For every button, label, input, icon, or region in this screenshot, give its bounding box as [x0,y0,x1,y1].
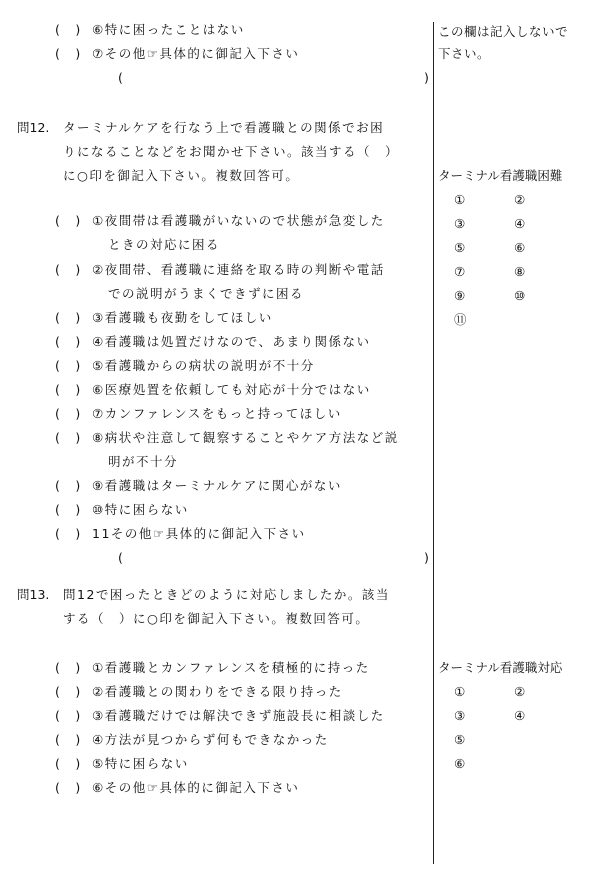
q12-item-6-text: ⑥医療処置を依頼しても対応が十分ではない [92,382,371,397]
q12-code-5: ⑤ [454,240,466,255]
q12-item-3-bracket: ( ) [55,310,82,325]
q12-code-9: ⑨ [454,288,466,303]
top-item-7-text: ⑦その他☞具体的に御記入下さい [92,46,300,61]
q12-item-3-text: ③看護職も夜勤をしてほしい [92,310,273,325]
q13-item-1-bracket: ( ) [55,660,82,675]
q12-item-8-text: ⑧病状や注意して観察することやケア方法など説 [92,430,399,445]
q12-item-7-bracket: ( ) [55,406,82,421]
q13-code-1: ① [454,684,466,699]
q12-item-8-cont: 明が不十分 [108,454,179,469]
q13-item-3-text: ③看護職だけでは解決できず施設長に相談した [92,708,385,723]
q12-code-1: ① [454,192,466,207]
q12-item-10-text: ⑩特に困らない [92,502,189,517]
note-line-2: 下さい。 [438,46,491,61]
column-divider [433,22,434,864]
top-paren-open: ( [118,70,125,85]
q13-item-1-text: ①看護職とカンファレンスを積極的に持った [92,660,370,675]
q12-line-2: りになることなどをお聞かせ下さい。該当する（ ） [63,144,400,159]
q12-paren-close: ) [424,550,431,565]
q13-code-4: ④ [514,708,526,723]
q13-code-header: ターミナル看護職対応 [438,660,563,675]
q12-item-4-bracket: ( ) [55,334,82,349]
top-paren-close: ) [424,70,431,85]
q13-line-1: 問12で困ったときどのように対応しましたか。該当 [63,587,390,602]
q13-item-6-bracket: ( ) [55,780,82,795]
q12-line-3: に○印を御記入下さい。複数回答可。 [63,168,300,183]
q12-item-10-bracket: ( ) [55,502,82,517]
top-item-6-bracket: ( ) [55,22,82,37]
top-item-6-text: ⑥特に困ったことはない [92,22,245,37]
q12-number: 問12. [17,120,50,135]
q12-code-3: ③ [454,216,466,231]
q12-item-11-bracket: ( ) [55,526,82,541]
q12-item-2-cont: での説明がうまくできずに困る [108,286,305,301]
q12-line-1: ターミナルケアを行なう上で看護職との関係でお困 [63,120,385,135]
top-item-7-bracket: ( ) [55,46,82,61]
q12-item-9-bracket: ( ) [55,478,82,493]
q12-paren-open: ( [118,550,125,565]
q12-code-11: ⑪ [454,312,467,327]
q12-code-8: ⑧ [514,264,526,279]
q12-item-5-bracket: ( ) [55,358,82,373]
q12-code-7: ⑦ [454,264,466,279]
q13-item-2-bracket: ( ) [55,684,82,699]
q12-item-1-text: ①夜間帯は看護職がいないので状態が急変した [92,213,385,228]
q13-item-4-bracket: ( ) [55,732,82,747]
q12-code-6: ⑥ [514,240,526,255]
q13-code-5: ⑤ [454,732,466,747]
q13-line-2: する（ ）に○印を御記入下さい。複数回答可。 [63,611,370,626]
q13-number: 問13. [17,587,50,602]
q12-item-5-text: ⑤看護職からの病状の説明が不十分 [92,358,315,373]
q12-code-2: ② [514,192,526,207]
q12-item-1-cont: ときの対応に困る [108,237,221,252]
q12-item-9-text: ⑨看護職はターミナルケアに関心がない [92,478,342,493]
q13-code-3: ③ [454,708,466,723]
q13-code-2: ② [514,684,526,699]
q12-item-7-text: ⑦カンファレンスをもっと持ってほしい [92,406,342,421]
q12-code-4: ④ [514,216,526,231]
q13-item-2-text: ②看護職との関わりをできる限り持った [92,684,343,699]
q12-item-2-bracket: ( ) [55,262,82,277]
q13-item-5-bracket: ( ) [55,756,82,771]
q12-item-8-bracket: ( ) [55,430,82,445]
q12-code-header: ターミナル看護職困難 [438,168,563,183]
q12-item-2-text: ②夜間帯、看護職に連絡を取る時の判断や電話 [92,262,385,277]
q12-item-1-bracket: ( ) [55,213,82,228]
q12-item-6-bracket: ( ) [55,382,82,397]
q13-item-4-text: ④方法が見つからず何もできなかった [92,732,329,747]
q12-item-4-text: ④看護職は処置だけなので、あまり関係ない [92,334,371,349]
note-line-1: この欄は記入しないで [438,24,569,39]
q12-code-10: ⑩ [514,288,526,303]
q13-item-5-text: ⑤特に困らない [92,756,189,771]
q13-code-6: ⑥ [454,756,466,771]
q12-item-11-text: 11その他☞具体的に御記入下さい [92,526,306,541]
q13-item-3-bracket: ( ) [55,708,82,723]
q13-item-6-text: ⑥その他☞具体的に御記入下さい [92,780,300,795]
